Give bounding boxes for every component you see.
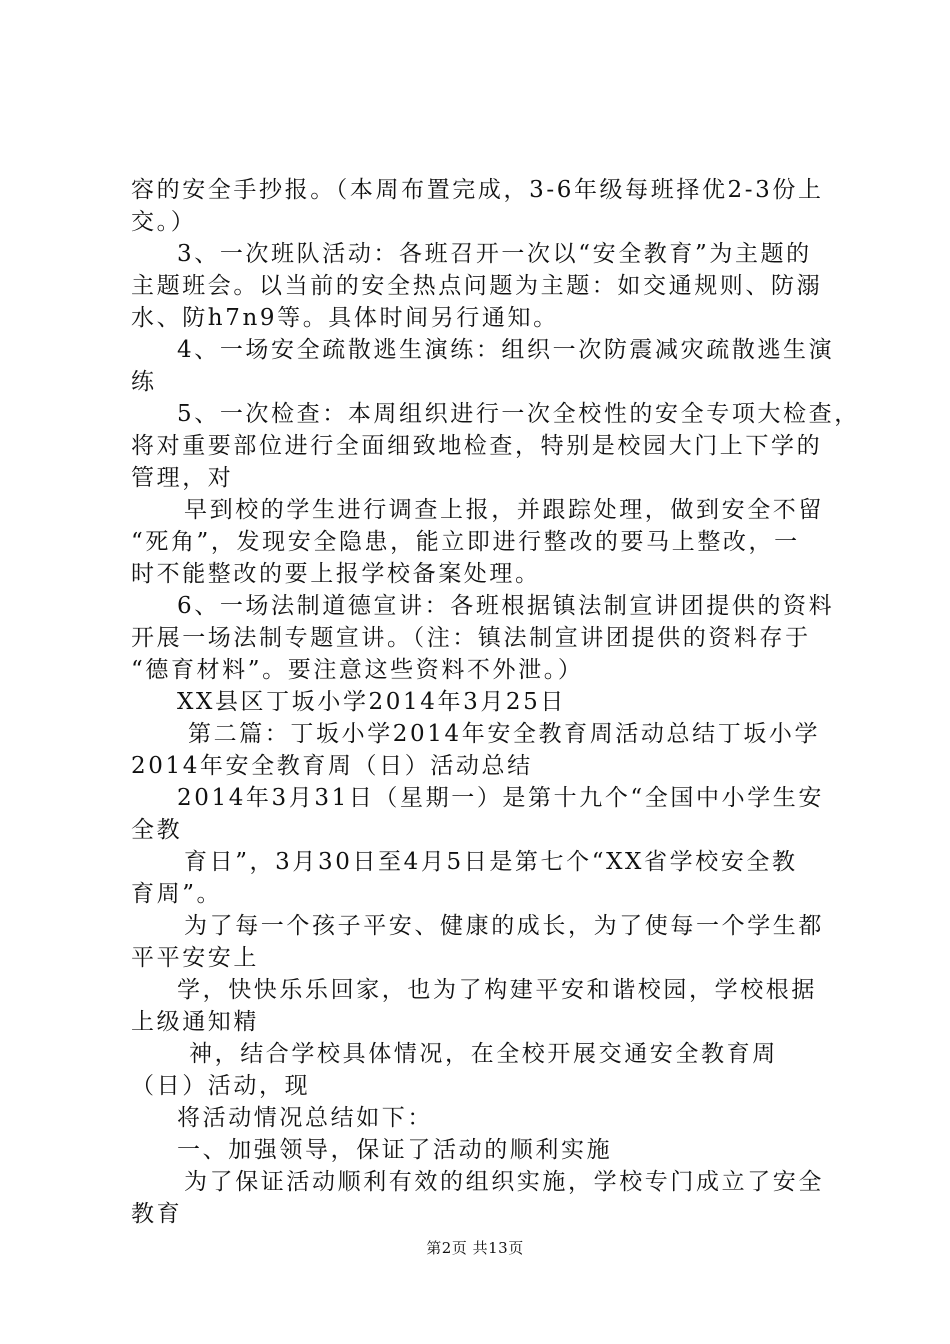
body-text-line: 时不能整改的要上报学校备案处理。 — [131, 561, 541, 587]
body-text-line: 2014年安全教育周（日）活动总结 — [131, 753, 533, 779]
body-text-line: 主题班会。以当前的安全热点问题为主题：如交通规则、防溺 — [131, 273, 823, 299]
body-text-line: 上级通知精 — [131, 1009, 259, 1035]
body-text-line: “死角”，发现安全隐患，能立即进行整改的要马上整改，一 — [131, 529, 800, 555]
body-text-line: XX县区丁坂小学2014年3月25日 — [177, 689, 566, 715]
body-text-line: 第二篇：丁坂小学2014年安全教育周活动总结丁坂小学 — [188, 721, 821, 747]
body-text-line: （日）活动，现 — [131, 1073, 311, 1099]
body-text-line: 早到校的学生进行调查上报，并跟踪处理，做到安全不留 — [184, 497, 824, 523]
body-text-line: 容的安全手抄报。（本周布置完成，3-6年级每班择优2-3份上 — [131, 177, 824, 203]
body-text-line: 将对重要部位进行全面细致地检查，特别是校园大门上下学的 — [131, 433, 823, 459]
body-text-line: 6、一场法制道德宣讲：各班根据镇法制宣讲团提供的资料 — [177, 593, 835, 619]
body-text-line: “德育材料”。要注意这些资料不外泄。） — [131, 657, 584, 683]
body-text-line: 育周”。 — [131, 881, 223, 907]
body-text-line: 5、一次检查：本周组织进行一次全校性的安全专项大检查， — [177, 401, 860, 427]
body-text-line: 3、一次班队活动：各班召开一次以“安全教育”为主题的 — [177, 241, 812, 267]
body-text-line: 2014年3月31日（星期一）是第十九个“全国中小学生安 — [177, 785, 824, 811]
section-heading: 一、加强领导，保证了活动的顺利实施 — [177, 1137, 613, 1163]
body-text-line: 开展一场法制专题宣讲。（注：镇法制宣讲团提供的资料存于 — [131, 625, 811, 651]
page-number-footer: 第2页 共13页 — [426, 1239, 524, 1257]
body-text-line: 练 — [131, 369, 157, 395]
body-text-line: 教育 — [131, 1201, 183, 1227]
body-text-line: 管理，对 — [131, 465, 234, 491]
body-text-line: 为了每一个孩子平安、健康的成长，为了使每一个学生都 — [184, 913, 824, 939]
body-text-line: 神，结合学校具体情况，在全校开展交通安全教育周 — [189, 1041, 778, 1067]
body-text-line: 平平安安上 — [131, 945, 259, 971]
body-text-line: 水、防h7n9等。具体时间另行通知。 — [131, 305, 559, 331]
body-text-line: 交。） — [131, 209, 197, 235]
body-text-line: 育日”，3月30日至4月5日是第七个“XX省学校安全教 — [184, 849, 798, 875]
body-text-line: 4、一场安全疏散逃生演练：组织一次防震减灾疏散逃生演 — [177, 337, 835, 363]
body-text-line: 将活动情况总结如下： — [177, 1105, 433, 1131]
body-text-line: 学，快快乐乐回家，也为了构建平安和谐校园，学校根据 — [177, 977, 817, 1003]
body-text-line: 全教 — [131, 817, 183, 843]
body-text-line: 为了保证活动顺利有效的组织实施，学校专门成立了安全 — [184, 1169, 824, 1195]
